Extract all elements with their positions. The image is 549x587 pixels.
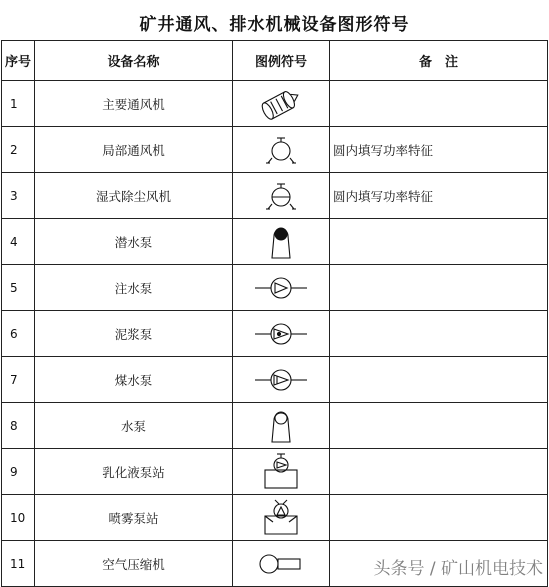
table-row [2,403,548,449]
row-name: 喷雾泵站 [35,495,233,541]
table-row [2,173,548,219]
table-row [2,311,548,357]
row-name: 潜水泵 [35,219,233,265]
symbol-table [1,40,548,587]
row-name: 泥浆泵 [35,311,233,357]
row-no: 5 [2,265,35,311]
row-name: 乳化液泵站 [35,449,233,495]
row-no: 6 [2,311,35,357]
row-note: 圆内填写功率特征 [330,127,548,173]
row-name: 水泵 [35,403,233,449]
row-note [330,449,548,495]
table-row [2,127,548,173]
row-name: 主要通风机 [35,81,233,127]
main-fan-icon [257,87,305,121]
row-no: 7 [2,357,35,403]
row-note [330,81,548,127]
coal-water-pump-icon [253,365,309,395]
watermark: 头条号 / 矿山机电技术 [373,559,543,579]
injection-pump-icon [253,273,309,303]
row-no: 4 [2,219,35,265]
row-name: 局部通风机 [35,127,233,173]
row-no: 9 [2,449,35,495]
table-row [2,449,548,495]
row-name: 空气压缩机 [35,541,233,587]
row-note [330,265,548,311]
row-name: 湿式除尘风机 [35,173,233,219]
row-no: 3 [2,173,35,219]
table-row [2,219,548,265]
spray-pump-station-icon [259,498,303,538]
emulsion-pump-station-icon [259,452,303,492]
row-note [330,357,548,403]
row-name: 注水泵 [35,265,233,311]
row-note [330,403,548,449]
row-no: 1 [2,81,35,127]
table-header-row [2,41,548,81]
header-symbol: 图例符号 [233,41,330,81]
row-no: 11 [2,541,35,587]
local-fan-icon [263,132,299,168]
header-name: 设备名称 [35,41,233,81]
table-row [2,357,548,403]
row-no: 10 [2,495,35,541]
table-row [2,81,548,127]
slurry-pump-icon [253,319,309,349]
row-name: 煤水泵 [35,357,233,403]
water-pump-icon [266,406,296,446]
row-note [330,495,548,541]
submersible-pump-icon [266,222,296,262]
row-note: 圆内填写功率特征 [330,173,548,219]
document-title: 矿井通风、排水机械设备图形符号 [139,14,410,35]
header-note: 备 注 [330,41,548,81]
table-row [2,265,548,311]
wet-dust-fan-icon [263,178,299,214]
row-no: 8 [2,403,35,449]
table-row [2,495,548,541]
row-note [330,219,548,265]
air-compressor-icon [253,549,309,579]
row-note [330,311,548,357]
header-no: 序号 [2,41,35,81]
row-no: 2 [2,127,35,173]
